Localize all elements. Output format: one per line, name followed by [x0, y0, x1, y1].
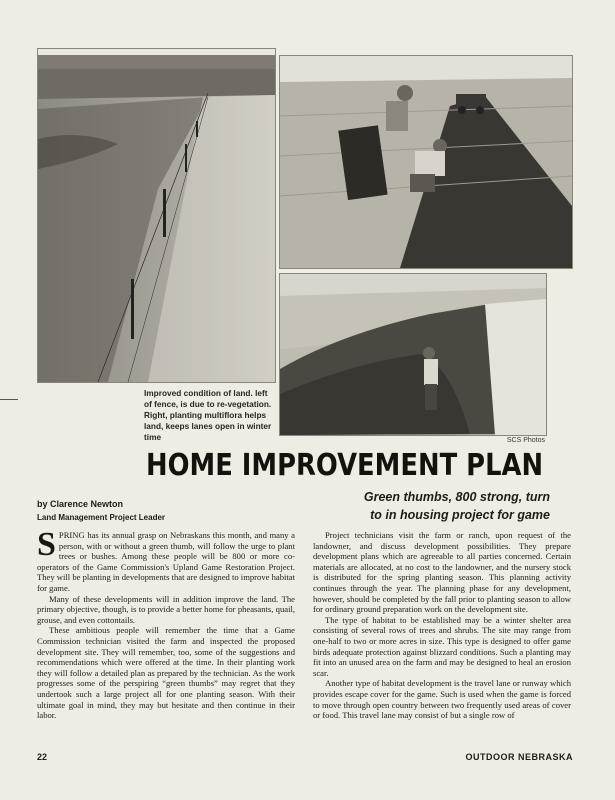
paragraph: Another type of habitat development is the travel lane or runway which provides escape cover for the game. Such is used when the game is forced to move through open country between two frequently used areas of cover or food. This travel lane may consist of but a single row of [313, 678, 571, 721]
photo-planting-men [279, 55, 573, 269]
byline-role: Land Management Project Leader [37, 513, 166, 522]
photo-fence-line [37, 48, 276, 383]
body-column-2 [313, 530, 571, 721]
article-subtitle [340, 488, 550, 524]
paragraph: These ambitious people will remember the time that a Game Commission technician visited the farm and inspected the proposed development site. They will remember, too, some of the suggestions and recommendations which were offered at the time. In their planting work they will follow a detailed plan as prepared by the technician. As the work progresses some of the perspiring “green thumbs” may regret that they undertook such a large project all for one planting season. With their ultimate goal in mind, they may but hesitate and then continue in their labor. [37, 625, 295, 721]
magazine-name: OUTDOOR NEBRASKA [465, 752, 573, 762]
page-number: 22 [37, 752, 48, 762]
subtitle-line-2: to in housing project for game [370, 508, 550, 522]
photo-multiflora-hedge [279, 273, 547, 436]
photo-credit: SCS Photos [506, 437, 545, 444]
byline-author: by Clarence Newton [37, 499, 124, 509]
article-title: HOME IMPROVEMENT PLAN [146, 448, 544, 483]
photo-caption: Improved condition of land. left of fence, is due to re-vegetation. Right, planting multiflora helps land, keeps lanes open in winter time [144, 388, 272, 442]
paragraph: Project technicians visit the farm or ranch, upon request of the landowner, and discuss development possibilities. They prepare development plans which are agreeable to all parties concerned. Certain materials are allocated, at no cost to the landowner, and the nursery stock is distributed for the spring planting season. This planning activity continues through the year. The planning phase for any development, however, should be completed by the fall prior to planting season to allow for ordinary ground preparation work on the development site. [313, 530, 571, 615]
paragraph [37, 526, 295, 594]
paragraph: Many of these developments will in addition improve the land. The primary objective, though, is to provide a better home for pheasants, quail, grouse, and even cottontails. [37, 593, 295, 625]
drop-cap: S [37, 526, 56, 563]
byline [37, 498, 165, 524]
body-column-1 [37, 526, 295, 721]
subtitle-line-1: Green thumbs, 800 strong, turn [363, 490, 550, 504]
margin-mark [0, 399, 18, 400]
paragraph: The type of habitat to be established may be a winter shelter area consisting of several rows of trees and shrubs. The site may range from one-half to two or more acres in size. This type is designed to offer game birds adequate protection against blizzard conditions. Such a planting may fit into an unused area on the farm and may be designed to heal an erosion scar. [313, 614, 571, 678]
paragraph-text: PRING has its annual grasp on Nebraskans this month, and many a person, with or without a green thumb, will follow the urge to plant trees or bushes. Among these people will be 800 or more co-operators of the Game Commission's Upland Game Restoration Project. They will be planting in developments that are designed to improve habitat for game. [37, 530, 295, 593]
